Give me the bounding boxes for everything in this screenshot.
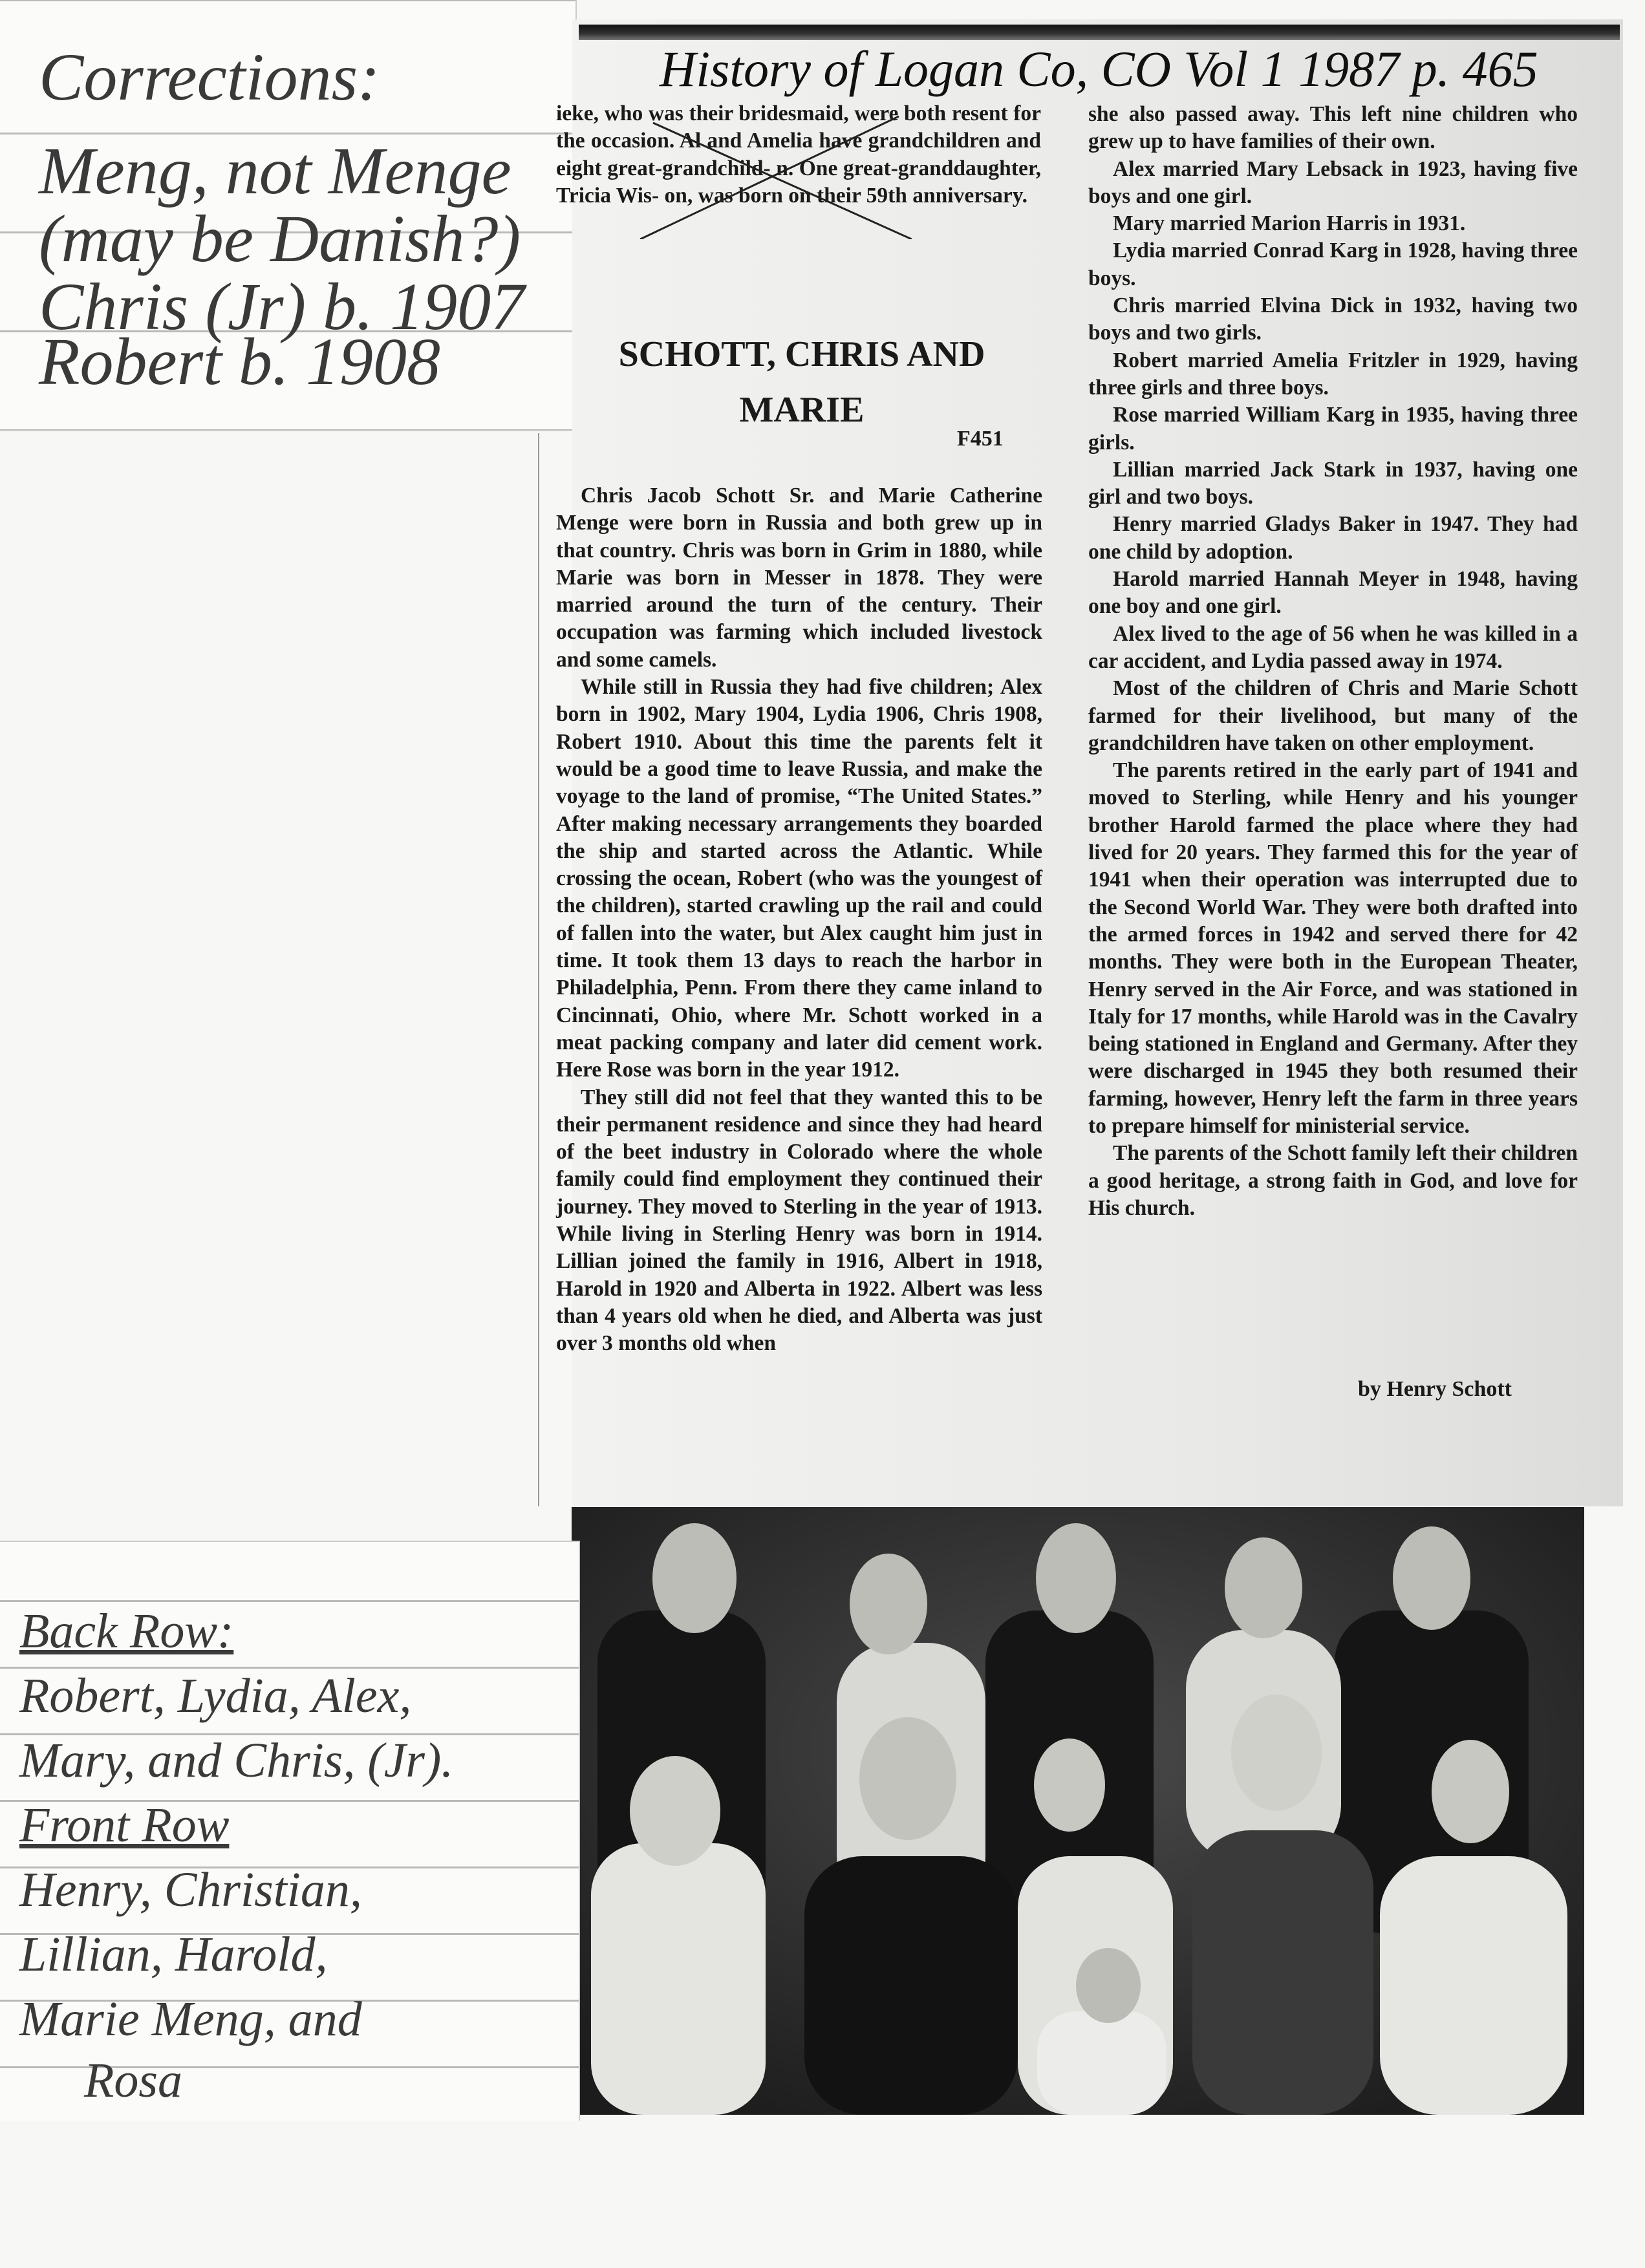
paragraph: Chris Jacob Schott Sr. and Marie Catherine Menge were born in Russia and both grew up in that country. Chris was born in Grim in 1880, while Marie was born in Messer in 1878. They were married around the turn of the century. Their occupation was farming which included livestock and some camels. [556, 484, 1042, 672]
clipping-edge [538, 433, 539, 1506]
paragraph: Lillian married Jack Stark in 1937, having one girl and two boys. [1088, 457, 1578, 509]
paragraph: Rose married William Karg in 1935, having three girls. [1088, 403, 1578, 455]
paragraph: While still in Russia they had five children; Alex born in 1902, Mary 1904, Lydia 1906, Chris 1908, Robert 1910. About this time the parents felt it would be a good time to leave Russia, and make the voyage to the land of promise, “The United States.” After making necessary arrangements they boarded the ship and started across the Atlantic. While crossing the ocean, Robert (who was the youngest of the children), started crawling up the rail and could of fallen into the water, but Alex caught him just in time. It took them 13 days to reach the harbor in Philadelphia, Penn. From there they came inland to Cincinnati, Ohio, where Mr. Schott worked in a meat packing company and later did cement work. Here Rose was born in the year 1912. [556, 675, 1042, 1082]
article-left-column [556, 482, 1042, 1358]
cross-out-mark [640, 110, 912, 239]
title-line: MARIE [739, 390, 865, 430]
top-rule [579, 25, 1620, 40]
paragraph: Robert married Amelia Fritzler in 1929, having three girls and three boys. [1088, 348, 1578, 400]
paragraph: she also passed away. This left nine children who grew up to have families of their own. [1088, 102, 1578, 154]
paragraph: Lydia married Conrad Karg in 1928, having three boys. [1088, 239, 1578, 290]
paragraph: Most of the children of Chris and Marie Schott farmed for their livelihood, but many of the grandchildren have taken on other employment. [1088, 676, 1578, 755]
paragraph: Alex married Mary Lebsack in 1923, having five boys and one girl. [1088, 156, 1578, 208]
article-ref: F451 [957, 427, 1004, 451]
title-line: SCHOTT, CHRIS AND [618, 334, 985, 374]
paragraph: Chris married Elvina Dick in 1932, having two boys and two girls. [1088, 294, 1578, 345]
caption-line: Henry, Christian, [19, 1863, 362, 1917]
caption-line: Lillian, Harold, [19, 1927, 328, 1982]
paragraph: The parents retired in the early part of 1941 and moved to Sterling, while Henry and his younger brother Harold farmed the place where they had lived for 20 years. They farmed this for the year of 1941 when their operation was interrupted due to the Second World War. They were both drafted into the armed forces in 1942 and served there for 42 months. They were both in the European Theater, Henry served in the Air Force, and was stationed in Italy for 17 months, while Harold was in the Cavalry being stationed in England and Germany. After they were discharged in 1945 they both resumed their farming, however, Henry left the farm in three years to prepare himself for ministerial service. [1088, 758, 1578, 1138]
note-line: Meng, not Menge [39, 134, 511, 208]
article-right-column [1088, 101, 1578, 1222]
article-title [569, 326, 1035, 438]
corrections-note [0, 0, 577, 431]
caption-line: Front Row [19, 1798, 230, 1852]
source-annotation: History of Logan Co, CO Vol 1 1987 p. 465 [660, 41, 1538, 97]
byline: by Henry Schott [1358, 1377, 1512, 1401]
caption-line: Robert, Lydia, Alex, [19, 1669, 412, 1723]
family-photo [572, 1507, 1584, 2115]
paragraph: Henry married Gladys Baker in 1947. They had one child by adoption. [1088, 512, 1578, 564]
caption-line: Marie Meng, and [19, 1992, 362, 2046]
fragment-text: ieke, who was their bridesmaid, were both resent for the occasion. Al and Amelia have grandchildren and eight great-grandchild- n. One great-granddaughter, Tricia Wis- on, was born on their 59th anniversary. [556, 102, 1041, 208]
paragraph: Mary married Marion Harris in 1931. [1113, 211, 1466, 236]
note-line: Chris (Jr) b. 1907 [39, 270, 525, 344]
caption-line: Back Row: [19, 1604, 234, 1658]
caption-line: Rosa [84, 2053, 182, 2108]
note-line: (may be Danish?) [39, 202, 521, 276]
note-line: Corrections: [39, 40, 380, 114]
paragraph: The parents of the Schott family left their children a good heritage, a strong faith in God, and love for His church. [1088, 1141, 1578, 1220]
photo-caption-note [0, 1541, 580, 2121]
paragraph: Harold married Hannah Meyer in 1948, having one boy and one girl. [1088, 567, 1578, 619]
paragraph: They still did not feel that they wanted this to be their permanent residence and since they had heard of the beet industry in Colorado where the whole family could find employment they continued their journey. They moved to Sterling in the year of 1913. While living in Sterling Henry was born in 1914. Lillian joined the family in 1916, Albert in 1918, Harold in 1920 and Alberta in 1922. Albert was less than 4 years old when he died, and Alberta was just over 3 months old when [556, 1085, 1042, 1356]
note-line: Robert b. 1908 [39, 325, 441, 399]
caption-line: Mary, and Chris, (Jr). [19, 1733, 454, 1788]
paragraph: Alex lived to the age of 56 when he was killed in a car accident, and Lydia passed away in 1974. [1088, 621, 1578, 673]
family-photo-image [572, 1507, 1584, 2115]
